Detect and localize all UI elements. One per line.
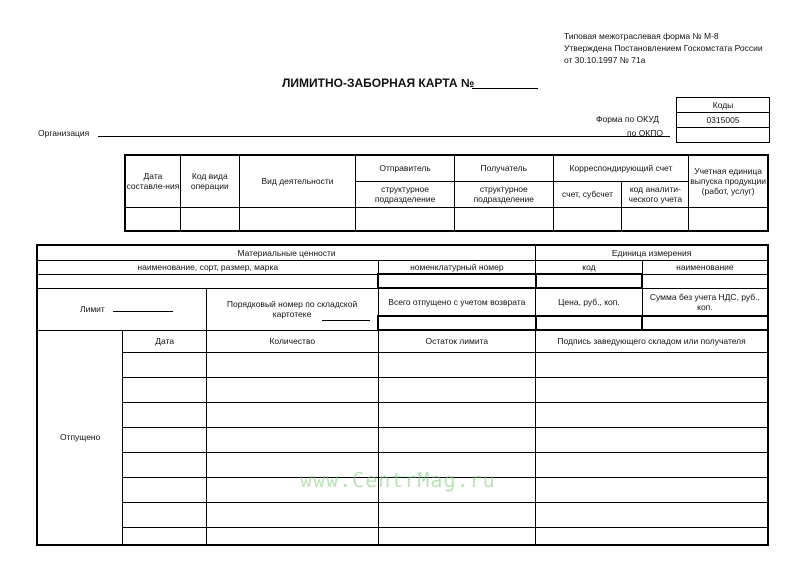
row-qty[interactable] bbox=[207, 427, 378, 452]
col-operation-code-header: Код вида операции bbox=[180, 155, 239, 207]
col-receiver-sub: структурное подразделение bbox=[454, 181, 553, 207]
field-activity[interactable] bbox=[239, 207, 356, 231]
row-date[interactable] bbox=[123, 527, 207, 545]
field-unit-code[interactable] bbox=[536, 274, 643, 288]
okud-label: Форма по ОКУД bbox=[596, 114, 659, 124]
row-date[interactable] bbox=[123, 427, 207, 452]
field-analytic[interactable] bbox=[622, 207, 689, 231]
field-nomenclature[interactable] bbox=[378, 274, 536, 288]
col-sender-sub: структурное подразделение bbox=[356, 181, 455, 207]
page-title: ЛИМИТНО-ЗАБОРНАЯ КАРТА № bbox=[282, 76, 475, 90]
field-date[interactable] bbox=[125, 207, 180, 231]
nomenclature-header: номенклатурный номер bbox=[378, 260, 536, 274]
row-signature[interactable] bbox=[536, 402, 768, 427]
row-qty[interactable] bbox=[207, 352, 378, 377]
form-header-note bbox=[564, 30, 763, 66]
row-signature[interactable] bbox=[536, 477, 768, 502]
row-date[interactable] bbox=[123, 502, 207, 527]
row-remainder[interactable] bbox=[378, 427, 536, 452]
header-info-table bbox=[124, 154, 769, 232]
field-price[interactable] bbox=[536, 316, 643, 330]
col-unit-header: Учетная единица выпуска продукции (работ, услуг) bbox=[689, 155, 768, 207]
organization-field[interactable] bbox=[98, 136, 670, 137]
row-signature[interactable] bbox=[536, 427, 768, 452]
row-qty[interactable] bbox=[207, 527, 378, 545]
field-sum[interactable] bbox=[642, 316, 768, 330]
row-remainder[interactable] bbox=[378, 352, 536, 377]
limit-field[interactable] bbox=[113, 311, 173, 312]
field-sender[interactable] bbox=[356, 207, 455, 231]
row-date[interactable] bbox=[123, 452, 207, 477]
col-remainder-header: Остаток лимита bbox=[378, 330, 536, 352]
col-date-header-2: Дата bbox=[123, 330, 207, 352]
row-signature[interactable] bbox=[536, 452, 768, 477]
row-signature[interactable] bbox=[536, 377, 768, 402]
serial-no-label: Порядковый номер по складской картотеке bbox=[226, 299, 358, 319]
unit-code-header: код bbox=[536, 260, 643, 274]
field-unit[interactable] bbox=[689, 207, 768, 231]
total-issued-header: Всего отпущено с учетом возврата bbox=[378, 288, 536, 316]
issued-label: Отпущено bbox=[37, 330, 123, 545]
row-date[interactable] bbox=[123, 477, 207, 502]
row-remainder[interactable] bbox=[378, 527, 536, 545]
col-receiver-header: Получатель bbox=[454, 155, 553, 181]
field-account[interactable] bbox=[553, 207, 622, 231]
form-type-line: Типовая межотраслевая форма № М-8 bbox=[564, 31, 719, 41]
col-account-sub: счет, субсчет bbox=[553, 181, 622, 207]
codes-box bbox=[676, 97, 770, 143]
col-activity-header: Вид деятельности bbox=[239, 155, 356, 207]
row-signature[interactable] bbox=[536, 502, 768, 527]
field-operation-code[interactable] bbox=[180, 207, 239, 231]
price-header: Цена, руб., коп. bbox=[536, 288, 643, 316]
approval-date-line: от 30.10.1997 № 71а bbox=[564, 55, 646, 65]
row-date[interactable] bbox=[123, 402, 207, 427]
unit-header: Единица измерения bbox=[536, 245, 768, 260]
organization-label: Организация bbox=[38, 128, 90, 138]
row-remainder[interactable] bbox=[378, 502, 536, 527]
materials-header: Материальные ценности bbox=[37, 245, 536, 260]
row-qty[interactable] bbox=[207, 502, 378, 527]
sum-header: Сумма без учета НДС, руб., коп. bbox=[642, 288, 768, 316]
row-date[interactable] bbox=[123, 377, 207, 402]
okud-value: 0315005 bbox=[677, 113, 769, 128]
unit-name-header: наименование bbox=[642, 260, 768, 274]
row-qty[interactable] bbox=[207, 402, 378, 427]
row-date[interactable] bbox=[123, 352, 207, 377]
col-signature-header: Подпись заведующего складом или получателя bbox=[536, 330, 768, 352]
field-unit-name[interactable] bbox=[642, 274, 768, 288]
approval-line: Утверждена Постановлением Госкомстата России bbox=[564, 43, 763, 53]
serial-no-field[interactable] bbox=[322, 320, 370, 321]
col-qty-header: Количество bbox=[207, 330, 378, 352]
row-remainder[interactable] bbox=[378, 402, 536, 427]
row-signature[interactable] bbox=[536, 352, 768, 377]
col-date-header: Дата составле-ния bbox=[125, 155, 180, 207]
limit-label: Лимит bbox=[80, 304, 105, 314]
name-grade-header: наименование, сорт, размер, марка bbox=[37, 260, 378, 274]
limit-cell bbox=[37, 288, 207, 330]
card-number-field[interactable] bbox=[472, 88, 538, 89]
serial-cell bbox=[207, 288, 378, 330]
materials-table bbox=[36, 244, 769, 546]
okpo-label: по ОКПО bbox=[627, 128, 663, 138]
col-analytic-sub: код аналити-ческого учета bbox=[622, 181, 689, 207]
field-receiver[interactable] bbox=[454, 207, 553, 231]
row-signature[interactable] bbox=[536, 527, 768, 545]
row-qty[interactable] bbox=[207, 377, 378, 402]
codes-header: Коды bbox=[677, 98, 769, 113]
field-name-grade[interactable] bbox=[37, 274, 378, 288]
row-remainder[interactable] bbox=[378, 377, 536, 402]
field-total-issued[interactable] bbox=[378, 316, 536, 330]
col-sender-header: Отправитель bbox=[356, 155, 455, 181]
okpo-value[interactable] bbox=[677, 128, 769, 143]
watermark: www.CentrMag.ru bbox=[300, 468, 496, 492]
col-account-header: Корреспондирующий счет bbox=[553, 155, 689, 181]
